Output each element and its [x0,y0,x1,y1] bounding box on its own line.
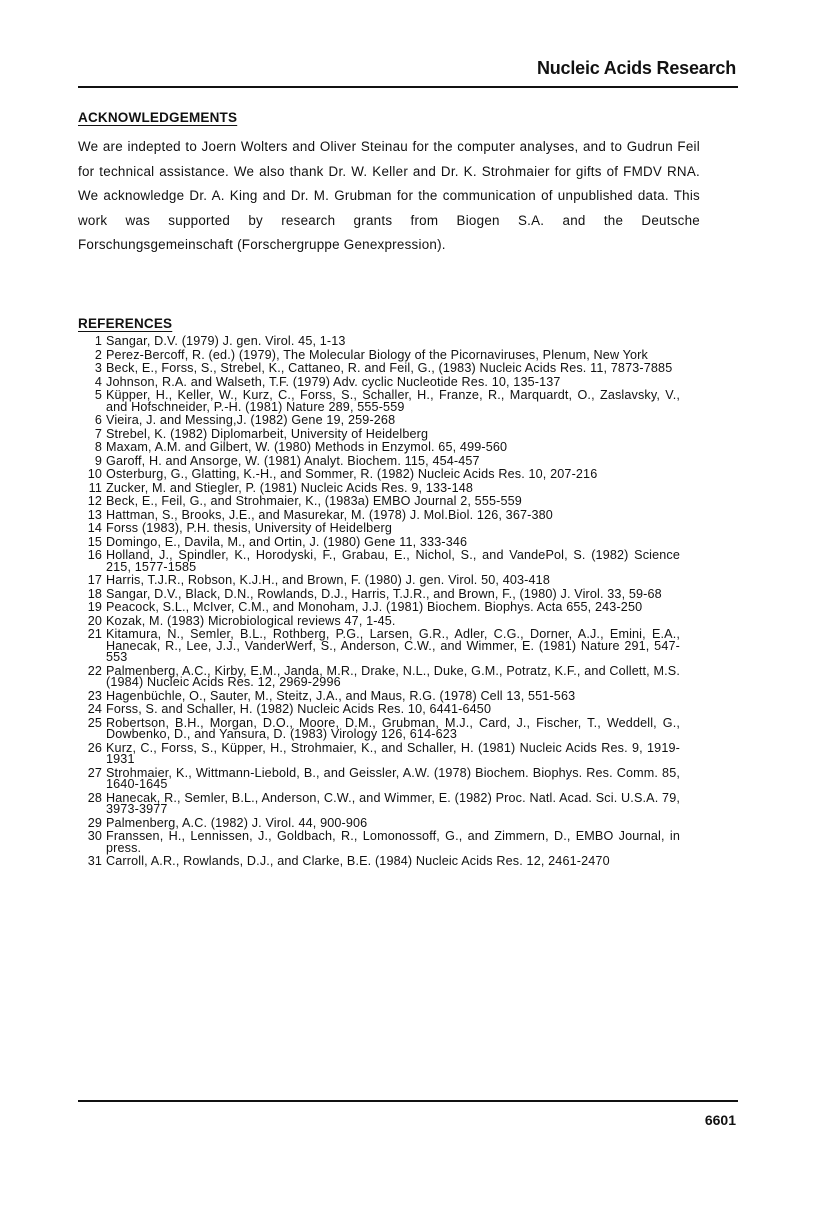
reference-item [80,575,680,587]
reference-text: Forss, S. and Schaller, H. (1982) Nucleic Acids Res. 10, 6441-6450 [106,702,492,716]
reference-item [80,602,680,614]
reference-number: 23 [87,688,102,703]
reference-text: Robertson, B.H., Morgan, D.O., Moore, D.M., Grubman, M.J., Card, J., Fischer, T., Weddell, G., Dowbenko, D., and Yansura, D. (1983) Virology 126, 614-623 [106,715,680,741]
reference-item [80,374,680,389]
reference-text: Kitamura, N., Semler, B.L., Rothberg, P.G., Larsen, G.R., Adler, C.G., Dorner, A.J., Emini, E.A., Hanecak, R., Lee, J.J., VanderWerf, S., Anderson, C.W., and Wimmer, E. (1981) Nature 291, 547-553 [106,627,680,664]
reference-item [80,347,680,362]
reference-text: Domingo, E., Davila, M., and Ortin, J. (1980) Gene 11, 333-346 [106,534,468,549]
reference-item [80,663,680,689]
reference-number: 27 [87,765,102,780]
reference-text: Harris, T.J.R., Robson, K.J.H., and Brown, F. (1980) J. gen. Virol. 50, 403-418 [106,573,550,587]
reference-text: Beck, E., Feil, G., and Strohmaier, K., (1983a) EMBO Journal 2, 555-559 [106,494,522,508]
reference-text: Carroll, A.R., Rowlands, D.J., and Clarke, B.E. (1984) Nucleic Acids Res. 12, 2461-2470 [106,854,610,868]
reference-number: 5 [94,388,102,402]
reference-number: 24 [87,702,102,716]
reference-item [80,688,680,703]
header-rule [78,86,738,88]
reference-item [80,790,680,816]
reference-text: Palmenberg, A.C. (1982) J. Virol. 44, 900-906 [106,815,368,830]
references-heading: REFERENCES [78,316,173,331]
footer-rule [78,1100,738,1102]
acknowledgements-body: We are indepted to Joern Wolters and Oliver Steinau for the computer analyses, and to Gudrun Feil for technical assistance. We also thank Dr. W. Keller and Dr. K. Strohmaier for gifts of FMDV RNA. We acknowledge Dr. A. King and Dr. M. Grubman for the communication of unpublished data. This work was supported by research grants from Biogen S.A. and the Deutsche Forschungsgemeinschaft (Forschergruppe Genexpression). [78,139,700,252]
reference-text: Johnson, R.A. and Walseth, T.F. (1979) Adv. cyclic Nucleotide Res. 10, 135-137 [106,374,561,389]
reference-text: Franssen, H., Lennissen, J., Goldbach, R., Lomonossoff, G., and Zimmern, D., EMBO Journal, in press. [106,829,680,855]
reference-number: 15 [87,534,102,549]
reference-item [80,586,680,601]
reference-text: Peacock, S.L., McIver, C.M., and Monoham, J.J. (1981) Biochem. Biophys. Acta 655, 243-250 [106,600,643,614]
reference-text: Hanecak, R., Semler, B.L., Anderson, C.W., and Wimmer, E. (1982) Proc. Natl. Acad. Sci. U.S.A. 79, 3973-3977 [106,790,680,816]
reference-text: Strebel, K. (1982) Diplomarbeit, University of Heidelberg [106,426,429,441]
reference-item [80,426,680,441]
reference-item [80,765,680,791]
reference-text: Forss (1983), P.H. thesis, University of Heidelberg [106,521,392,535]
reference-text: Osterburg, G., Glatting, K.-H., and Sommer, R. (1982) Nucleic Acids Res. 10, 207-216 [106,467,598,481]
reference-text: Strohmaier, K., Wittmann-Liebold, B., and Geissler, A.W. (1978) Biochem. Biophys. Res. Comm. 85, 1640-1645 [106,765,680,791]
reference-item [80,390,680,413]
reference-text: Palmenberg, A.C., Kirby, E.M., Janda, M.R., Drake, N.L., Duke, G.M., Potratz, K.F., and Collett, M.S. (1984) Nucleic Acids Res. 12, 2969-2996 [106,663,680,689]
journal-title: Nucleic Acids Research [536,58,736,78]
reference-number: 30 [87,829,102,843]
reference-number: 9 [94,453,102,468]
reference-item [80,856,680,868]
reference-text: Zucker, M. and Stiegler, P. (1981) Nucleic Acids Res. 9, 133-148 [106,480,474,495]
reference-number: 29 [87,815,102,830]
reference-number: 18 [87,586,102,601]
reference-number: 13 [87,507,102,522]
reference-number: 17 [87,573,102,587]
references-list [80,336,680,870]
reference-text: Sangar, D.V., Black, D.N., Rowlands, D.J., Harris, T.J.R., and Brown, F., (1980) J. Virol. 33, 59-68 [106,586,662,601]
reference-number: 20 [87,613,102,628]
reference-number: 1 [94,334,102,348]
reference-number: 10 [87,467,102,481]
reference-text: Küpper, H., Keller, W., Kurz, C., Forss, S., Schaller, H., Franze, R., Marquardt, O., Zaslavsky, V., and Hofschneider, P.-H. (1981) Nature 289, 555-559 [106,388,680,414]
reference-text: Vieira, J. and Messing,J. (1982) Gene 19, 259-268 [106,413,396,427]
reference-item [80,523,680,535]
reference-text: Maxam, A.M. and Gilbert, W. (1980) Methods in Enzymol. 65, 499-560 [106,440,508,454]
reference-item [80,469,680,481]
reference-item [80,831,680,854]
reference-item [80,507,680,522]
reference-item [80,550,680,573]
reference-number: 2 [94,347,102,362]
reference-text: Hattman, S., Brooks, J.E., and Masurekar, M. (1978) J. Mol.Biol. 126, 367-380 [106,507,553,522]
reference-number: 16 [87,548,102,562]
reference-number: 22 [87,663,102,678]
reference-text: Holland, J., Spindler, K., Horodyski, F., Grabau, E., Nichol, S., and VandePol, S. (1982) Science 215, 1577-1585 [106,548,680,574]
reference-item [80,534,680,549]
reference-item [80,480,680,495]
reference-text: Beck, E., Forss, S., Strebel, K., Cattaneo, R. and Feil, G., (1983) Nucleic Acids Res. 11, 7873-7885 [106,361,673,375]
reference-item [80,613,680,628]
reference-item [80,715,680,741]
reference-number: 12 [87,494,102,508]
reference-text: Perez-Bercoff, R. (ed.) (1979), The Molecular Biology of the Picornaviruses, Plenum, New York [106,347,648,362]
reference-number: 8 [94,440,102,454]
reference-text: Hagenbüchle, O., Sauter, M., Steitz, J.A., and Maus, R.G. (1978) Cell 13, 551-563 [106,688,576,703]
reference-text: Sangar, D.V. (1979) J. gen. Virol. 45, 1-13 [106,334,346,348]
reference-number: 19 [87,600,102,614]
reference-item [80,740,680,766]
reference-number: 28 [87,790,102,805]
reference-number: 14 [87,521,102,535]
reference-item [80,815,680,830]
reference-number: 6 [94,413,102,427]
reference-item [80,336,680,348]
reference-text: Kurz, C., Forss, S., Küpper, H., Strohmaier, K., and Schaller, H. (1981) Nucleic Acids Res. 9, 1919-1931 [106,740,680,766]
acknowledgements-heading: ACKNOWLEDGEMENTS [78,110,238,125]
reference-text: Kozak, M. (1983) Microbiological reviews 47, 1-45. [106,613,396,628]
reference-item [80,453,680,468]
reference-number: 7 [94,426,102,441]
reference-number: 3 [94,361,102,375]
reference-number: 11 [88,480,102,495]
reference-item [80,496,680,508]
reference-number: 21 [87,627,102,641]
reference-number: 25 [87,715,102,730]
reference-item [80,704,680,716]
reference-text: Garoff, H. and Ansorge, W. (1981) Analyt. Biochem. 115, 454-457 [106,453,480,468]
reference-item [80,415,680,427]
reference-number: 4 [94,374,102,389]
reference-item [80,442,680,454]
reference-number: 31 [87,854,102,868]
reference-item [80,363,680,375]
reference-number: 26 [87,740,102,755]
page-number: 6601 [704,1112,736,1128]
reference-item [80,629,680,664]
